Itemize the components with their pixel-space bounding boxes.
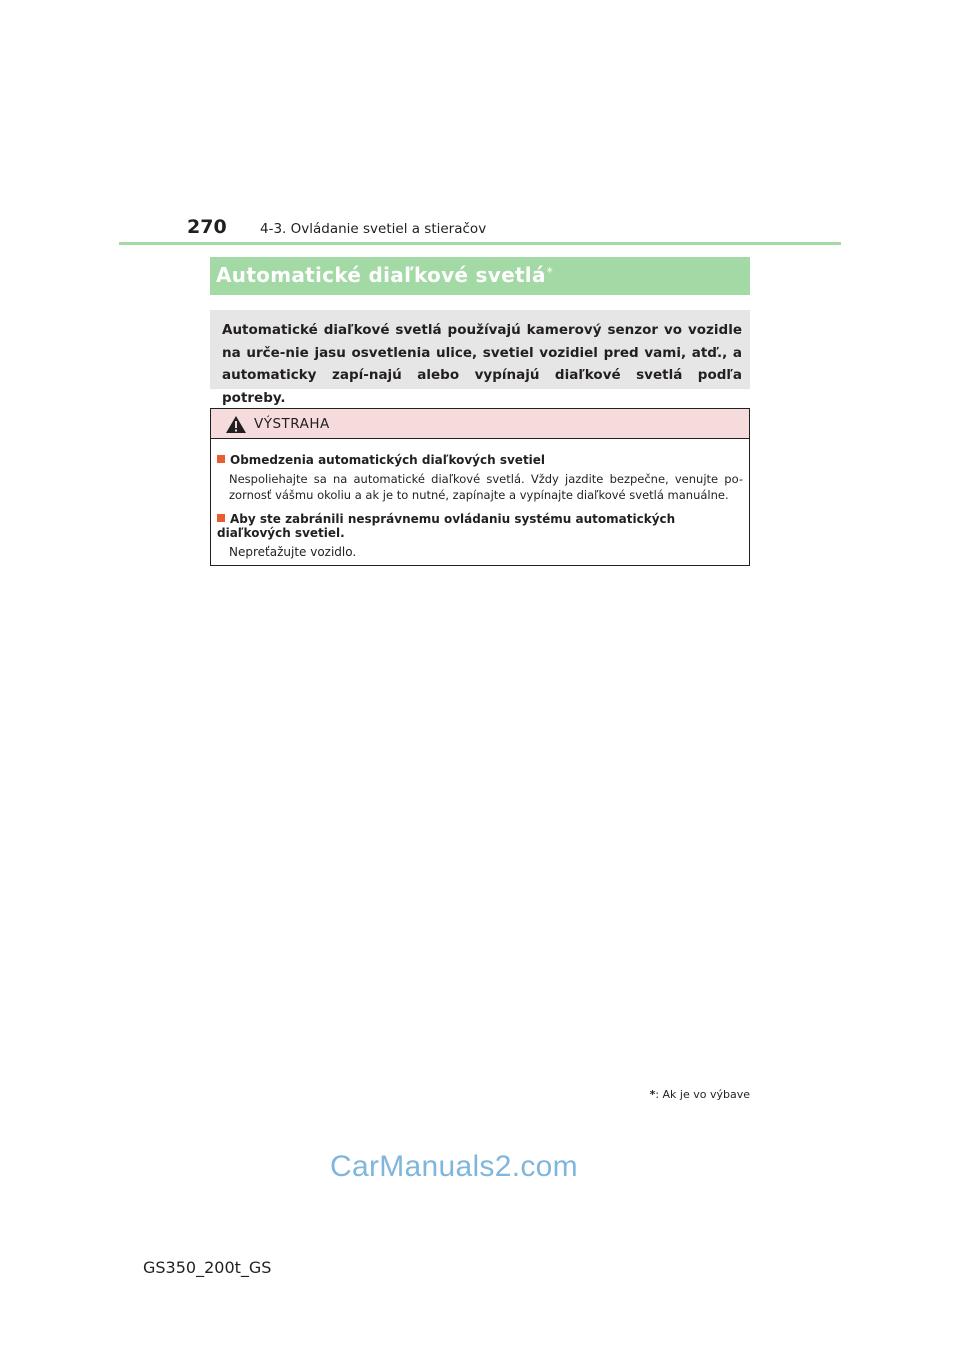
warning-header (211, 409, 749, 439)
warning-title: VÝSTRAHA (254, 416, 330, 432)
intro-text: Automatické diaľkové svetlá používajú kamerový senzor vo vozidle na urče-nie jasu osvetlenia ulice, svetiel vozidiel pred vami, atď., a automaticky zapí-najú alebo vypínajú diaľkové svetlá podľa potreby. (222, 322, 742, 406)
warning-item-heading-text: Obmedzenia automatických diaľkových svetiel (230, 453, 546, 467)
section-title: Automatické diaľkové svetlá (216, 263, 546, 287)
bullet-square-icon (217, 514, 225, 522)
footnote-mark: * (649, 1088, 656, 1101)
header-divider (119, 242, 841, 245)
warning-item-heading (217, 512, 743, 540)
footnote-text: : Ak je vo výbave (655, 1088, 750, 1101)
warning-box (210, 408, 750, 566)
page-number: 270 (187, 216, 227, 238)
warning-item (217, 512, 743, 561)
warning-item-heading-text: Aby ste zabránili nesprávnemu ovládaniu systému automatických diaľkových svetiel. (217, 512, 676, 540)
footnote (650, 1088, 750, 1101)
warning-item-heading (217, 453, 743, 467)
warning-item-body: Nepreťažujte vozidlo. (229, 545, 357, 559)
warning-triangle-icon (225, 415, 247, 434)
model-code: GS350_200t_GS (143, 1258, 272, 1277)
section-title-bar (210, 257, 750, 295)
chapter-title: 4-3. Ovládanie svetiel a stieračov (260, 221, 487, 237)
watermark: CarManuals2.com (330, 1150, 578, 1183)
warning-item (217, 453, 743, 503)
warning-item-body: Nespoliehajte sa na automatické diaľkové svetlá. Vždy jazdite bezpečne, venujte po-zornosť vášmu okoliu a ak je to nutné, zapínajte a vypínajte diaľkové svetlá manuálne. (229, 472, 743, 502)
bullet-square-icon (217, 455, 225, 463)
intro-box (210, 310, 750, 406)
optional-equipment-mark: * (546, 264, 553, 279)
